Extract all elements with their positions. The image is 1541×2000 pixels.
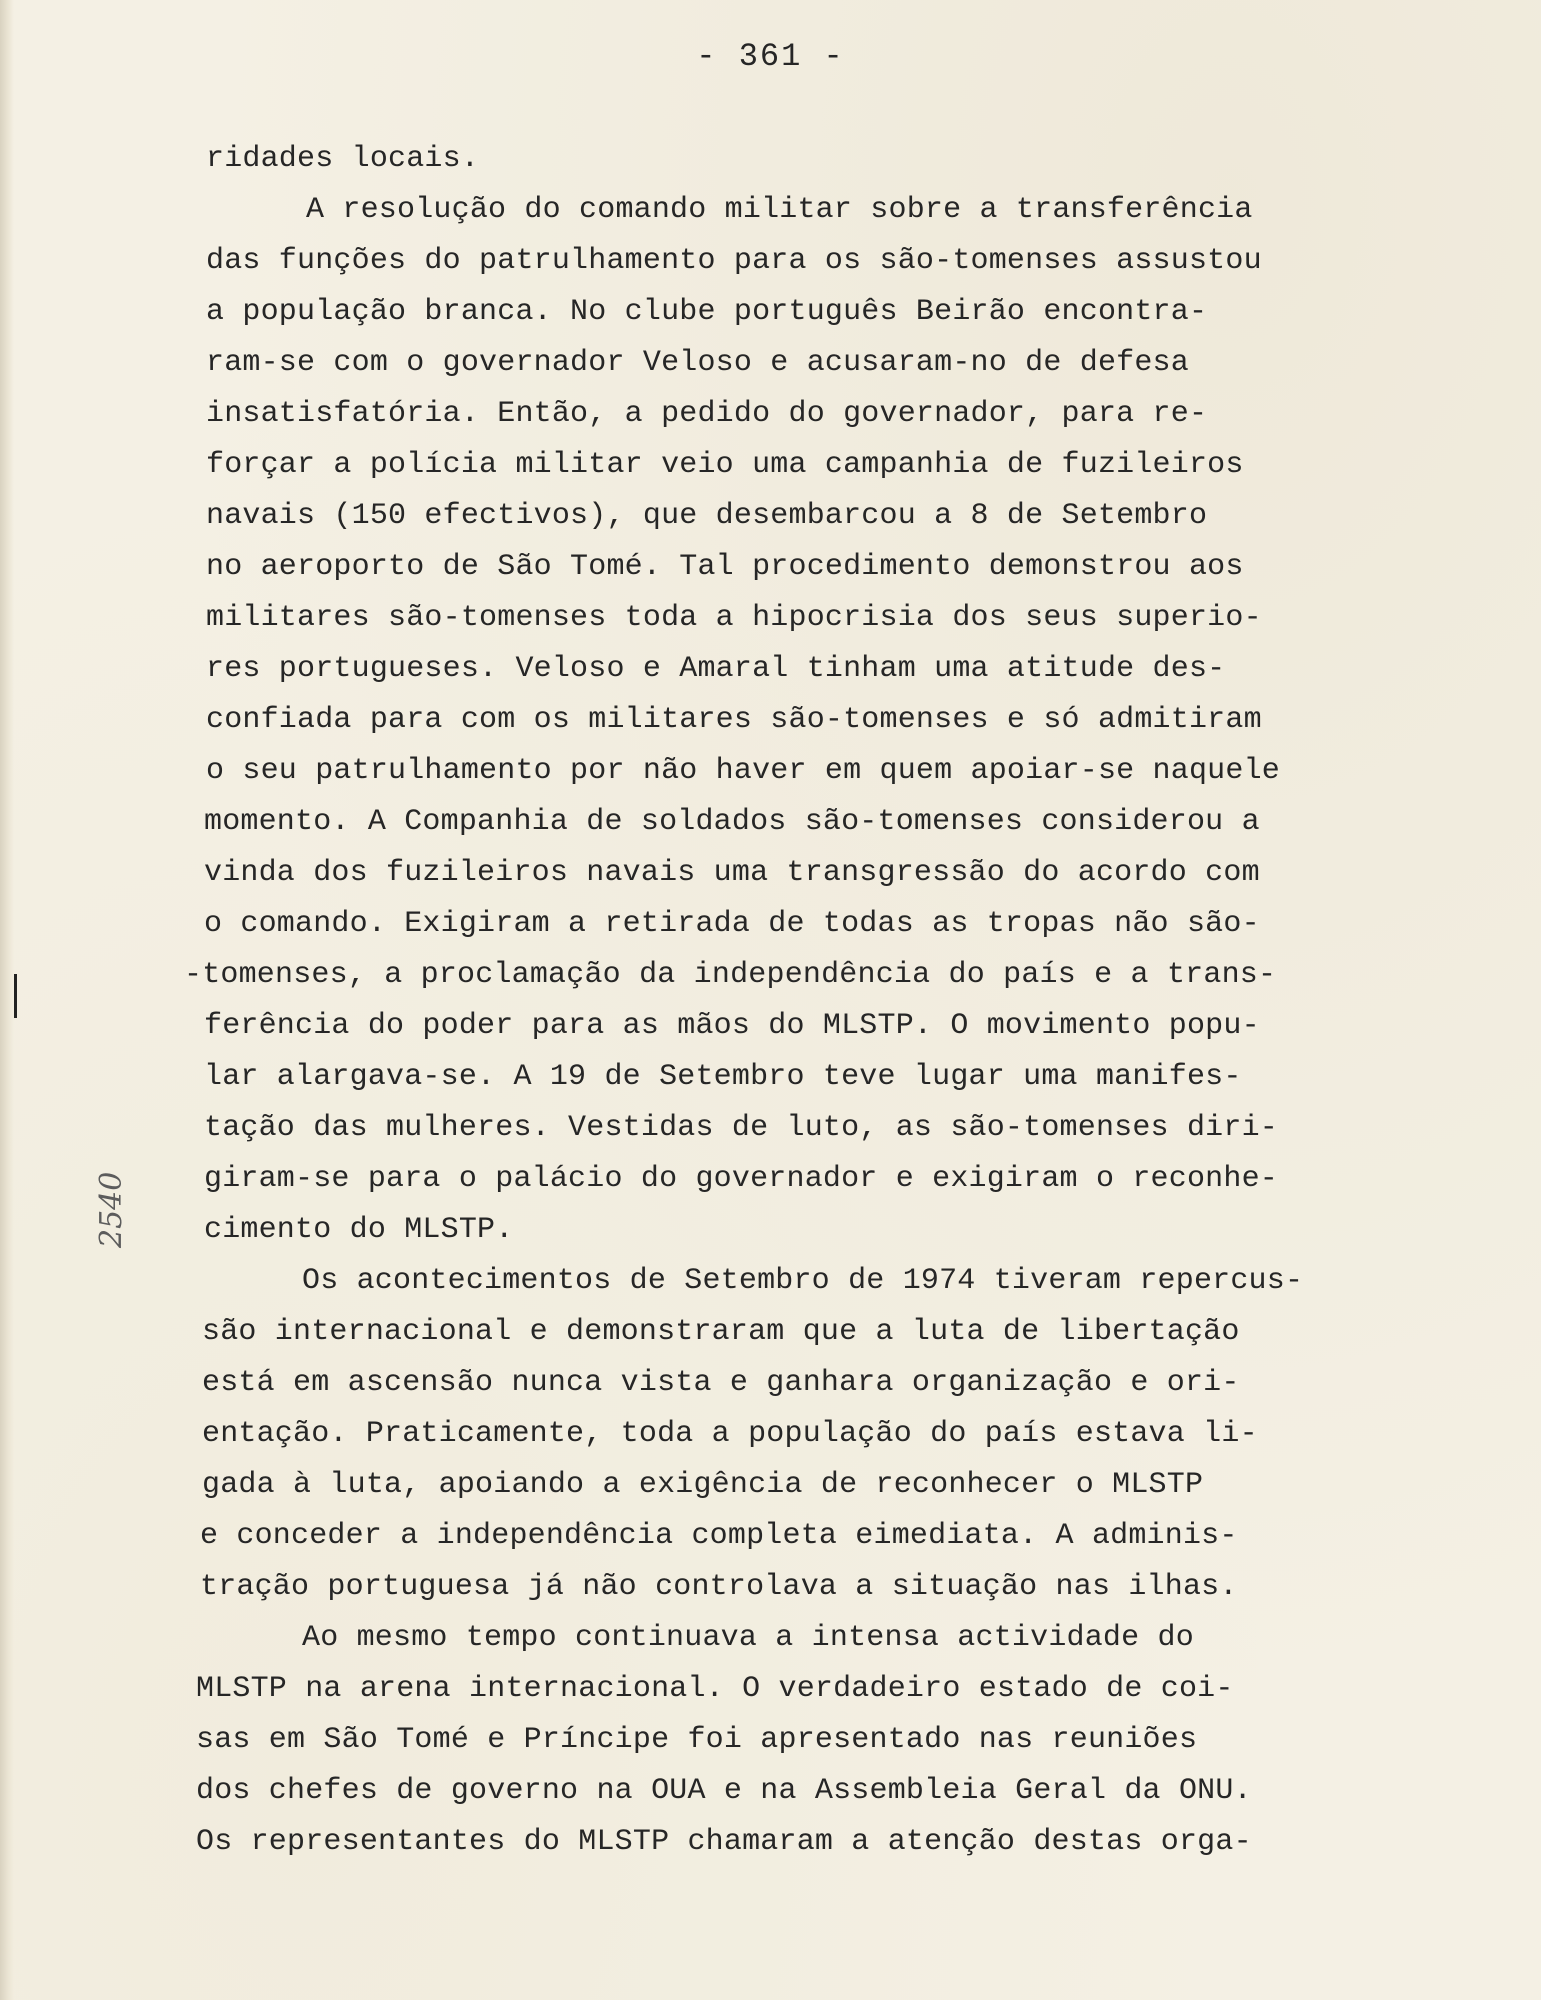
page-binding-edge bbox=[0, 0, 14, 2000]
text-line: o seu patrulhamento por não haver em quem apoiar-se naquele bbox=[206, 754, 1280, 788]
handwritten-note: 2540 bbox=[94, 1171, 129, 1248]
text-line: momento. A Companhia de soldados são-tomenses considerou a bbox=[204, 805, 1260, 839]
text-line: lar alargava-se. A 19 de Setembro teve lugar uma manifes- bbox=[204, 1060, 1242, 1094]
text-line: militares são-tomenses toda a hipocrisia dos seus superio- bbox=[206, 601, 1262, 635]
text-line: entação. Praticamente, toda a população do país estava li- bbox=[202, 1417, 1258, 1451]
page-number: - 361 - bbox=[696, 38, 845, 75]
text-line: A resolução do comando militar sobre a transferência bbox=[306, 193, 1253, 227]
text-line: ram-se com o governador Veloso e acusaram-no de defesa bbox=[206, 346, 1189, 380]
text-line: Os representantes do MLSTP chamaram a atenção destas orga- bbox=[196, 1825, 1252, 1859]
text-line: dos chefes de governo na OUA e na Assembleia Geral da ONU. bbox=[196, 1774, 1252, 1808]
text-line: cimento do MLSTP. bbox=[204, 1213, 514, 1247]
text-line: insatisfatória. Então, a pedido do governador, para re- bbox=[206, 397, 1208, 431]
text-line: navais (150 efectivos), que desembarcou a 8 de Setembro bbox=[206, 499, 1208, 533]
text-line: Os acontecimentos de Setembro de 1974 tiveram repercus- bbox=[302, 1264, 1304, 1298]
text-line: são internacional e demonstraram que a luta de libertação bbox=[202, 1315, 1240, 1349]
text-line: tração portuguesa já não controlava a situação nas ilhas. bbox=[200, 1570, 1238, 1604]
text-line: tação das mulheres. Vestidas de luto, as são-tomenses diri- bbox=[204, 1111, 1278, 1145]
text-line: está em ascensão nunca vista e ganhara organização e ori- bbox=[202, 1366, 1240, 1400]
text-line: sas em São Tomé e Príncipe foi apresentado nas reuniões bbox=[196, 1723, 1198, 1757]
text-line: res portugueses. Veloso e Amaral tinham uma atitude des- bbox=[206, 652, 1226, 686]
text-line: ridades locais. bbox=[206, 142, 480, 176]
text-line: a população branca. No clube português Beirão encontra- bbox=[206, 295, 1208, 329]
text-line: Ao mesmo tempo continuava a intensa actividade do bbox=[302, 1621, 1194, 1655]
text-line: forçar a polícia militar veio uma campanhia de fuzileiros bbox=[206, 448, 1244, 482]
text-line: gada à luta, apoiando a exigência de reconhecer o MLSTP bbox=[202, 1468, 1204, 1502]
text-line: confiada para com os militares são-tomenses e só admitiram bbox=[206, 703, 1262, 737]
text-line: MLSTP na arena internacional. O verdadeiro estado de coi- bbox=[196, 1672, 1234, 1706]
text-line: no aeroporto de São Tomé. Tal procedimento demonstrou aos bbox=[206, 550, 1244, 584]
text-line: vinda dos fuzileiros navais uma transgressão do acordo com bbox=[204, 856, 1260, 890]
margin-mark bbox=[14, 974, 17, 1018]
text-line: ferência do poder para as mãos do MLSTP. O movimento popu- bbox=[204, 1009, 1260, 1043]
text-line: o comando. Exigiram a retirada de todas as tropas não são- bbox=[204, 907, 1260, 941]
text-line: e conceder a independência completa eimediata. A adminis- bbox=[200, 1519, 1238, 1553]
text-line: das funções do patrulhamento para os são-tomenses assustou bbox=[206, 244, 1262, 278]
text-line: -tomenses, a proclamação da independência do país e a trans- bbox=[184, 958, 1277, 992]
text-line: giram-se para o palácio do governador e exigiram o reconhe- bbox=[204, 1162, 1278, 1196]
